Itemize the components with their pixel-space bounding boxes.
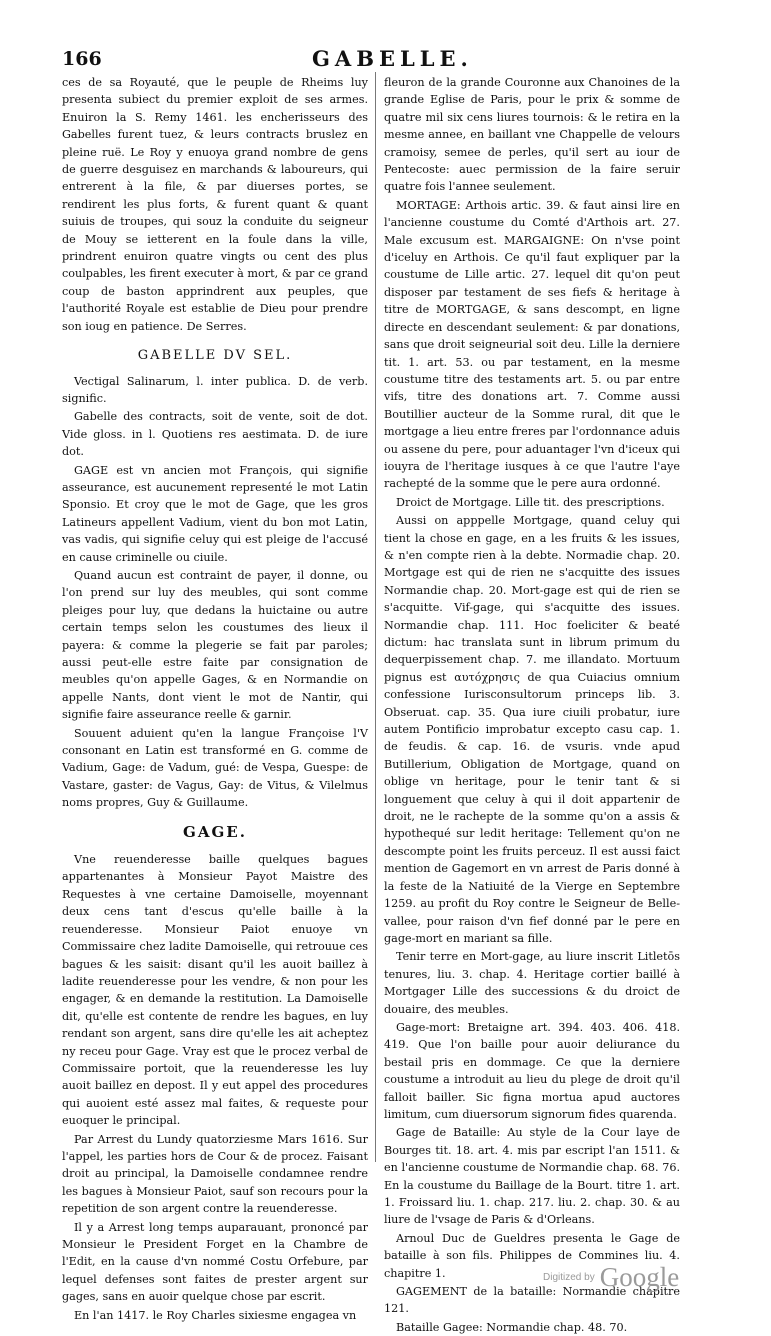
paragraph: fleuron de la grande Couronne aux Chanoines de la grande Eglise de Paris, pour le prix & somme de quatre mil six cens liures tournois: & le retira en la mesme annee, en baillant vne Chappelle de velours cramoisy, semee de perles, qu'il sert au iour de Pentecoste: auec permission de la faire seruir quatre fois l'annee seulement. <box>384 76 680 194</box>
paragraph: GAGE est vn ancien mot François, qui signifie asseurance, est aucunement representé le mot Latin Sponsio. Et croy que le mot de Gage, que les gros Latineurs appellent Vadium, vient du bon mot Latin, vas vadis, qui signifie celuy qui est pleige de l'accusé en cause criminelle ou ciuile. <box>62 463 368 564</box>
paragraph: Vne reuenderesse baille quelques bagues appartenantes à Monsieur Payot Maistre des Requestes à vne certaine Damoiselle, moyennant deux cens tant d'escus qu'elle baille à la reuenderesse. Monsieur Paiot enuoye vn Commissaire chez ladite Damoiselle, qui retrouue ces bagues & les saisit: disant qu'il les auoit baillez à ladite reuenderesse pour les vendre, & non pour les engager, & en demande la restitution. La Damoiselle dit, qu'elle est contente de rendre les bagues, en luy rendant son argent, sans dire qu'elle les ait acheptez ny receu pour Gage. Vray est que le procez verbal de Commissaire portoit, que la reuenderesse les luy auoit baillez en depost. Il y eut appel des procedures qui auoient esté assez mal faites, & requeste pour euoquer le principal. <box>62 853 368 1128</box>
column-divider <box>375 72 376 1162</box>
google-logo: Google <box>599 1262 680 1292</box>
paragraph: Par Arrest du Lundy quatorziesme Mars 1616. Sur l'appel, les parties hors de Cour & de procez. Faisant droit au principal, la Damoiselle condamnee rendre les bagues à Monsieur Paiot, sauf son recours pour la repetition de son argent contre la reuenderesse. <box>62 1132 368 1216</box>
digitized-by-label: Digitized by <box>543 1272 595 1283</box>
paragraph: Quand aucun est contraint de payer, il donne, ou l'on prend sur luy des meubles, qui sont comme pleiges pour luy, que dedans la huictaine ou autre certain temps selon les coustumes des lieux il payera: & comme la plegerie se fait par paroles; aussi peut-elle estre faite par consignation de meubles qu'on appelle Gages, & en Normandie on appelle Nants, dont vient le mot de Nantir, qui signifie faire asseurance reelle & garnir. <box>62 568 368 722</box>
paragraph: MORTAGE: Arthois artic. 39. & faut ainsi lire en l'ancienne coustume du Comté d'Arthois art. 27. Male excusum est. MARGAIGNE: On n'vse point d'iceluy en Arthois. Ce qu'il faut expliquer par la coustume de Lille artic. 27. lequel dit qu'on peut disposer par testament de ses fiefs & heritage à titre de MORTGAGE, & sans descompt, en ligne directe en descendant seulement: & par donations, sans que droit seigneurial soit deu. Lille la derniere tit. 1. art. 53. ou par testament, en la mesme coustume titre des testaments art. 5. ou par entre vifs, titre des donations art. 7. Comme aussi Boutillier aucteur de la Somme rural, dit que le mortgage a lieu entre freres par l'ordonnance aduis ou assene du pere, pour aduantager l'vn d'iceux qui iouyra de l'heritage iusques à ce que l'autre l'aye rachepté de la somme que le pere aura ordonné. <box>384 198 680 491</box>
running-title: GABELLE. <box>312 46 473 71</box>
google-watermark <box>543 1262 679 1293</box>
paragraph: Il y a Arrest long temps auparauant, prononcé par Monsieur le President Forget en la Chambre de l'Edit, en la cause d'vn nommé Costu Orfebure, par lequel defenses sont faites de prester argent sur gages, sans en auoir quelque chose par escrit. <box>62 1220 368 1304</box>
paragraph: En l'an 1417. le Roy Charles sixiesme engagea vn <box>74 1308 357 1322</box>
section-heading-gabelle-du-sel: GABELLE DV SEL. <box>137 348 293 364</box>
paragraph: GAGEMENT de la bataille: Normandie chapitre 121. <box>384 1285 680 1316</box>
intro-paragraph: ces de sa Royauté, que le peuple de Rheims luy presenta subiect du premier exploit de ses armes. Enuiron la S. Remy 1461. les encherisseurs des Gabelles furent tuez, & leurs contracts bruslez en pleine ruë. Le Roy y enuoya grand nombre de gens de guerre desguisez en marchands & laboureurs, qui entrerent à la file, & par diuerses portes, se rendirent les plus forts, & furent quant & quant suiuis de troupes, qui souz la conduite du seigneur de Mouy se ietterent en la foule dans la ville, prindrent enuiron quatre vingts ou cent des plus coulpables, les firent executer à mort, & par ce grand coup de baston apprindrent aux peuples, que l'authorité Royale est establie de Dieu pour prendre son ioug en patience. De Serres. <box>62 76 368 333</box>
paragraph: Aussi on apppelle Mortgage, quand celuy qui tient la chose en gage, en a les fruits & les issues, & n'en compte rien à la debte. Normadie chap. 20. Mortgage est qui de rien ne s'acquitte des issues Normandie chap. 20. Mort-gage est qui de rien se s'acquitte. Vif-gage, qui s'acquitte des issues. Normandie chap. 111. Hoc foeliciter & beaté dictum: hac translata sunt in librum primum du dequerpissement chap. 7. me illandato. Mortuum pignus est αυτόχρησις de qua Cuiacius omnium confessione Iurisconsultorum princeps lib. 3. Obseruat. cap. 35. Qua iure ciuili probatur, iure autem Pontificio improbatur excepto casu cap. 1. de feudis. & cap. 16. de vsuris. vnde apud Butillerium, Obligation de Mortgage, quand on oblige vn heritage, pour le tenir tant & si longuement que celuy à qui il doit appartenir de droit, ne le rachepte de la somme qu'on a assis & hypothequé sur ledit heritage: Tellement qu'on ne descompte point les fruits perceuz. Il est aussi faict mention de Gagemort en vn arrest de Paris donné à la feste de la Natiuité de la Vierge en Septembre 1259. au profit du Roy contre le Seigneur de Belle-vallee, pour raison d'vn fief donné par le pere en gage-mort en mariant sa fille. <box>384 514 680 945</box>
paragraph: Gage-mort: Bretaigne art. 394. 403. 406. 418. 419. Que l'on baille pour auoir deliurance du bestail pris en dommage. Ce que la derniere coustume a introduit au lieu du plege de droit qu'il falloit bailler. Sic figna mortua apud auctores limitum, cum diuersorum signorum fides quarenda. <box>384 1020 680 1121</box>
paragraph: Vectigal Salinarum, l. inter publica. D. de verb. signific. <box>62 374 368 405</box>
paragraph: Gage de Bataille: Au style de la Cour laye de Bourges tit. 18. art. 4. mis par escript l'an 1511. & en l'ancienne coustume de Normandie chap. 68. 76. En la coustume du Baillage de la Bourt. titre 1. art. 1. Froissard liu. 1. chap. 217. liu. 2. chap. 30. & au liure de l'vsage de Paris & d'Orleans. <box>384 1126 680 1227</box>
page-number: 166 <box>62 48 102 70</box>
left-column <box>62 74 368 1322</box>
paragraph: Bataille Gagee: Normandie chap. 48. 70. <box>396 1320 628 1334</box>
paragraph: Souuent aduient qu'en la langue Françoise l'V consonant en Latin est transformé en G. comme de Vadium, Gage: de Vadum, gué: de Vespa, Guespe: de Vastare, gaster: de Vagus, Gay: de Vitus, & Vilelmus noms propres, Guy & Guillaume. <box>62 726 368 810</box>
paragraph: Arnoul Duc de Gueldres presenta le Gage de bataille à son fils. Philippes de Commines liu. 4. chapitre 1. <box>384 1231 680 1280</box>
section-heading-gage: GAGE. <box>183 822 247 841</box>
paragraph: Gabelle des contracts, soit de vente, soit de dot. Vide gloss. in l. Quotiens res aestimata. D. de iure dot. <box>62 410 368 459</box>
paragraph: Tenir terre en Mort-gage, au liure inscrit Litletōs tenures, liu. 3. chap. 4. Heritage cortier baillé à Mortgager Lille des successions & du droict de douaire, des meubles. <box>384 950 680 1016</box>
paragraph: Droict de Mortgage. Lille tit. des prescriptions. <box>396 495 665 509</box>
